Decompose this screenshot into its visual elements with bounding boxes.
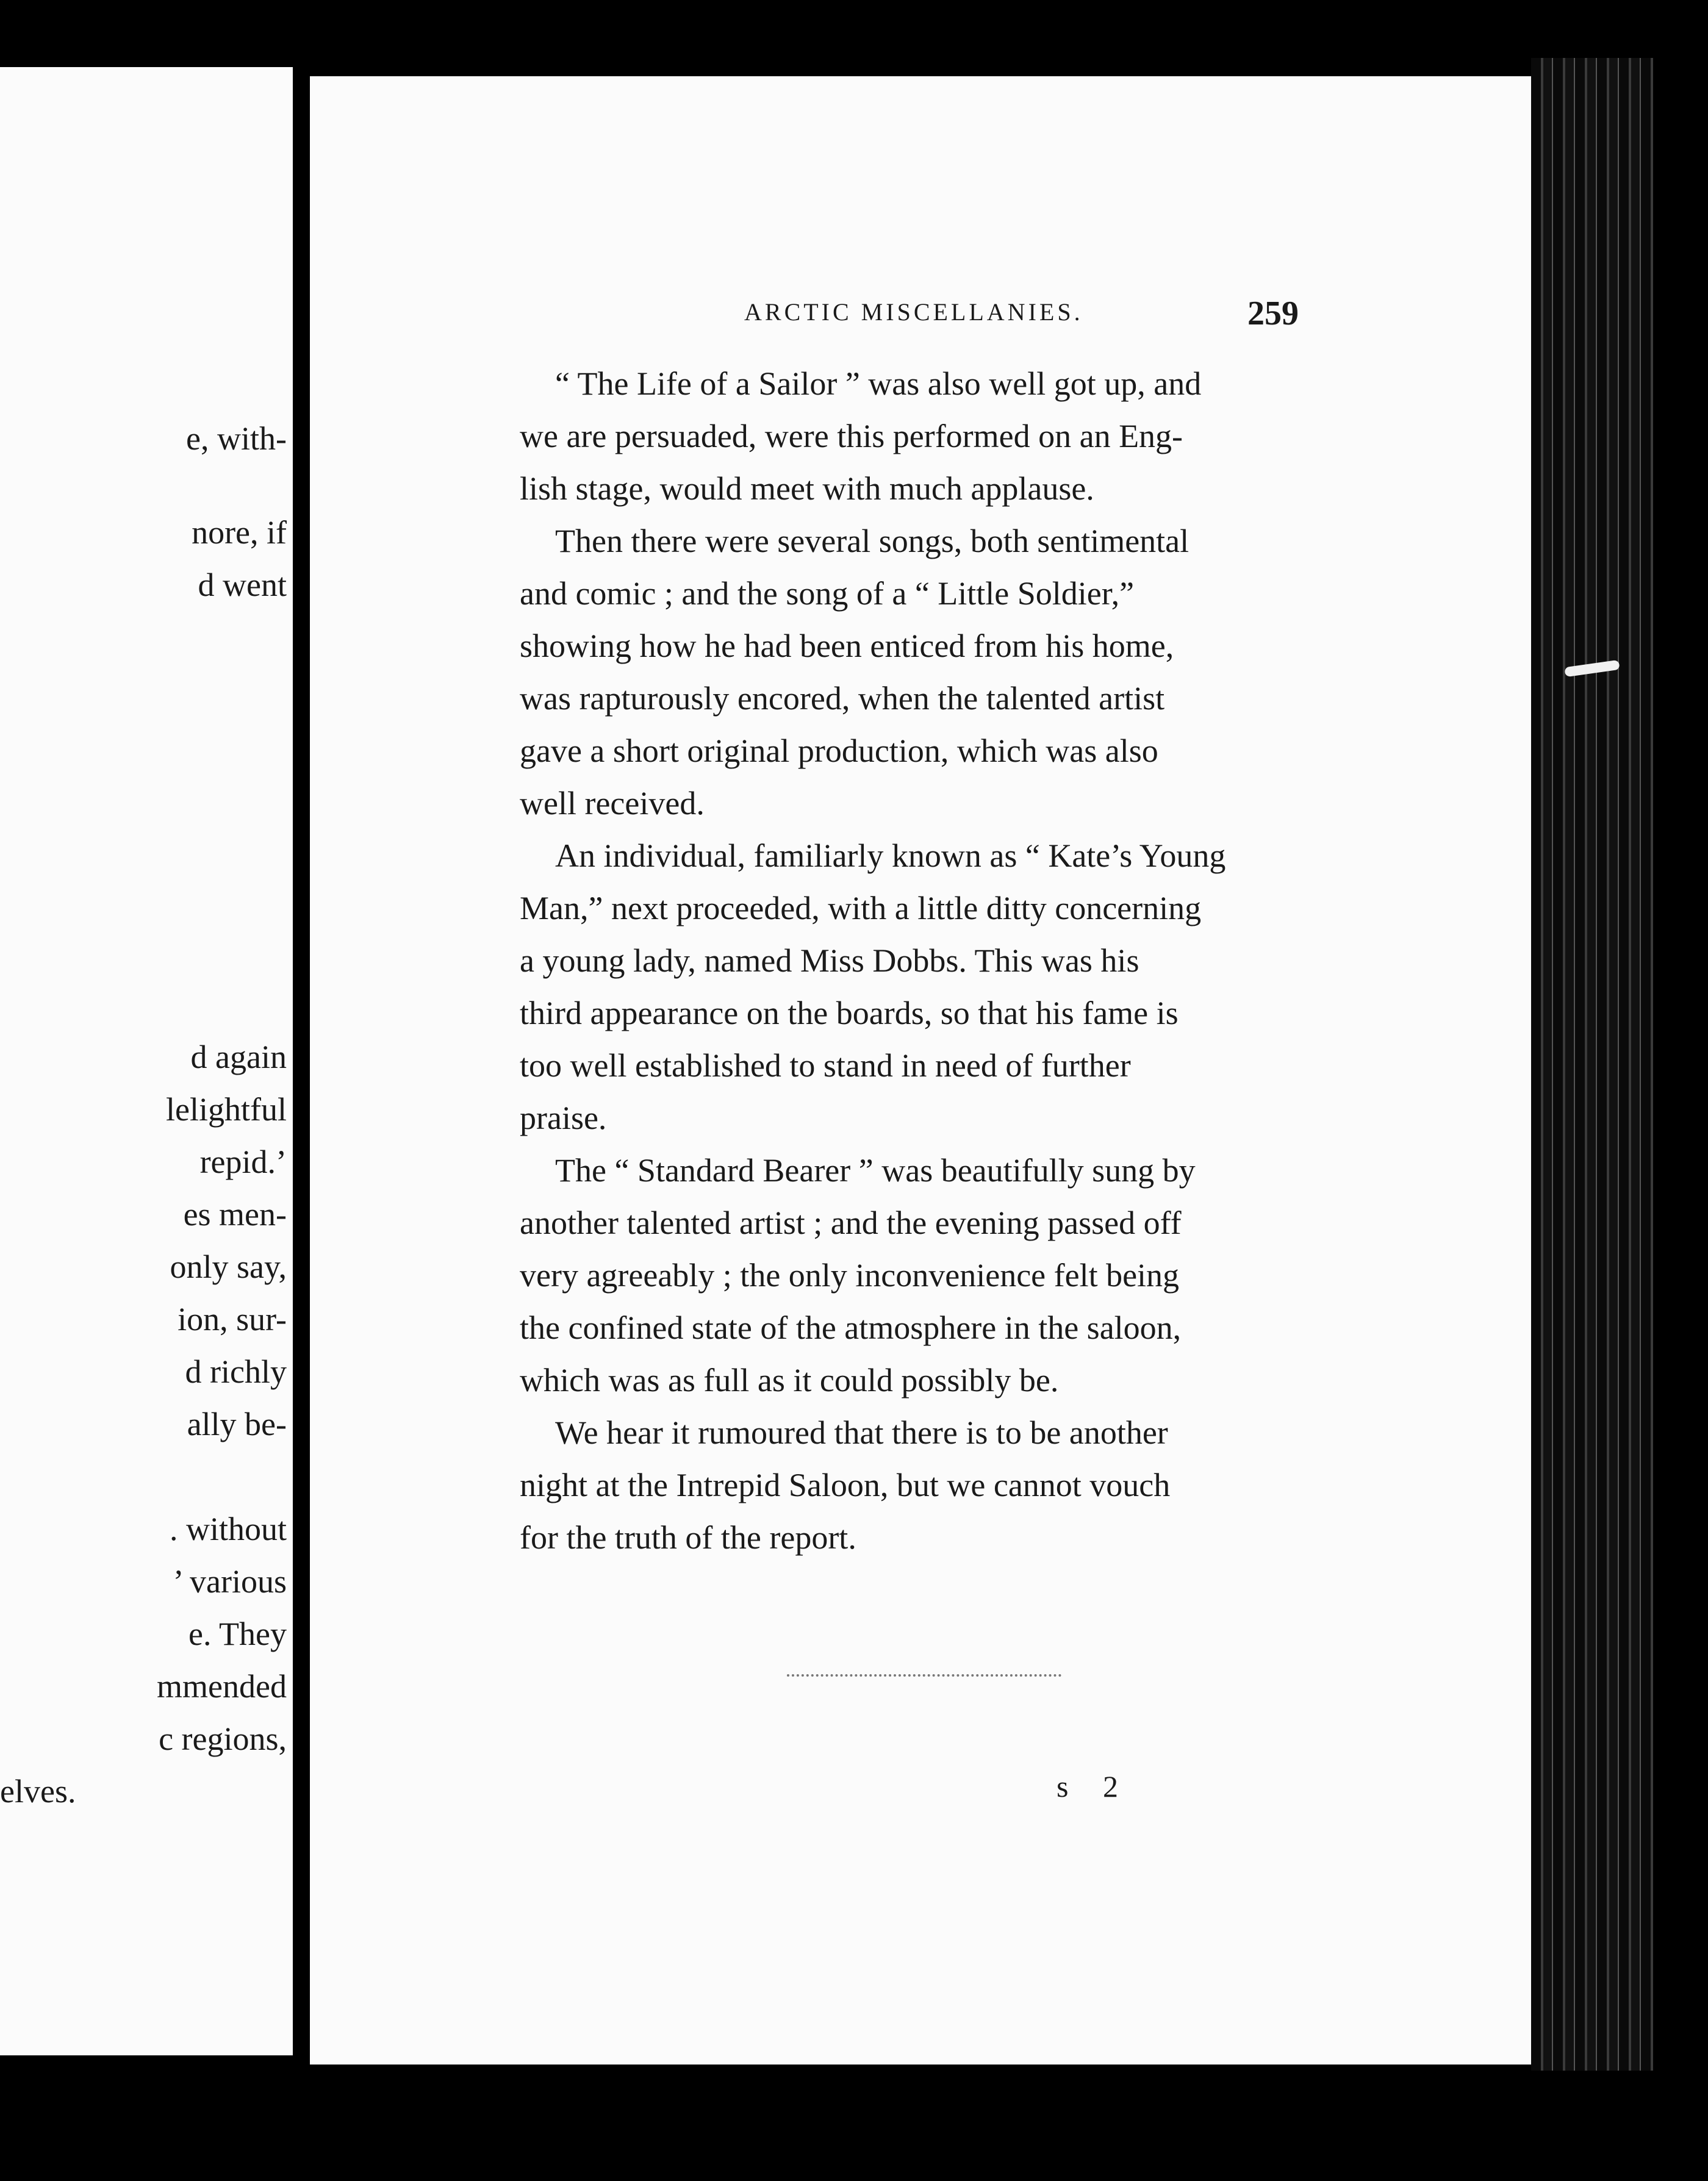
left-line: e, with- (186, 420, 287, 457)
text-line: we are persuaded, were this performed on an Eng- (520, 418, 1183, 454)
left-line: ally be- (187, 1406, 287, 1442)
left-line: ’ various (173, 1563, 287, 1600)
text-line: and comic ; and the song of a “ Little Soldier,” (520, 575, 1135, 612)
section-rule (787, 1674, 1061, 1677)
left-line: lelightful (166, 1091, 287, 1128)
text-line: praise. (520, 1100, 607, 1136)
left-line: e. They (188, 1616, 287, 1652)
left-line: elves. (0, 1773, 76, 1810)
text-line: lish stage, would meet with much applause. (520, 470, 1094, 507)
text-line: Then there were several songs, both sentimental (555, 523, 1190, 559)
text-line: a young lady, named Miss Dobbs. This was his (520, 942, 1139, 979)
book-fore-edge (1531, 58, 1653, 2071)
page-number: 259 (1247, 295, 1299, 332)
text-line: which was as full as it could possibly be. (520, 1362, 1059, 1398)
text-line: well received. (520, 785, 705, 822)
text-line: too well established to stand in need of further (520, 1047, 1131, 1084)
text-line: night at the Intrepid Saloon, but we cannot vouch (520, 1467, 1171, 1503)
running-head: ARCTIC MISCELLANIES. (744, 298, 1083, 326)
text-line: showing how he had been enticed from his home, (520, 628, 1174, 664)
text-line: We hear it rumoured that there is to be another (555, 1414, 1168, 1451)
text-line: another talented artist ; and the evening passed off (520, 1205, 1182, 1241)
text-line: for the truth of the report. (520, 1519, 856, 1556)
left-line: . without (169, 1511, 287, 1547)
text-line: The “ Standard Bearer ” was beautifully sung by (555, 1152, 1196, 1189)
left-line: d richly (185, 1353, 287, 1390)
left-line: c regions, (159, 1721, 287, 1757)
signature-mark: s 2 (1057, 1769, 1132, 1803)
left-line: mmended (157, 1668, 287, 1705)
left-line: nore, if (192, 514, 287, 551)
left-line: ion, sur- (178, 1301, 287, 1338)
left-page (0, 67, 293, 2055)
text-line: the confined state of the atmosphere in the saloon, (520, 1309, 1182, 1346)
left-line: repid.’ (199, 1144, 287, 1180)
text-line: Man,” next proceeded, with a little ditty concerning (520, 890, 1202, 926)
text-line: was rapturously encored, when the talented artist (520, 680, 1165, 717)
left-line: d went (198, 567, 287, 603)
text-line: third appearance on the boards, so that his fame is (520, 995, 1179, 1031)
text-line: “ The Life of a Sailor ” was also well got up, and (555, 365, 1202, 402)
left-line: only say, (170, 1248, 287, 1285)
book-gutter (293, 79, 310, 2092)
left-line: es men- (183, 1196, 287, 1233)
text-line: An individual, familiarly known as “ Kate’s Young (555, 837, 1226, 874)
text-line: very agreeably ; the only inconvenience felt being (520, 1257, 1180, 1294)
left-line: d again (190, 1039, 287, 1075)
text-line: gave a short original production, which was also (520, 732, 1158, 769)
